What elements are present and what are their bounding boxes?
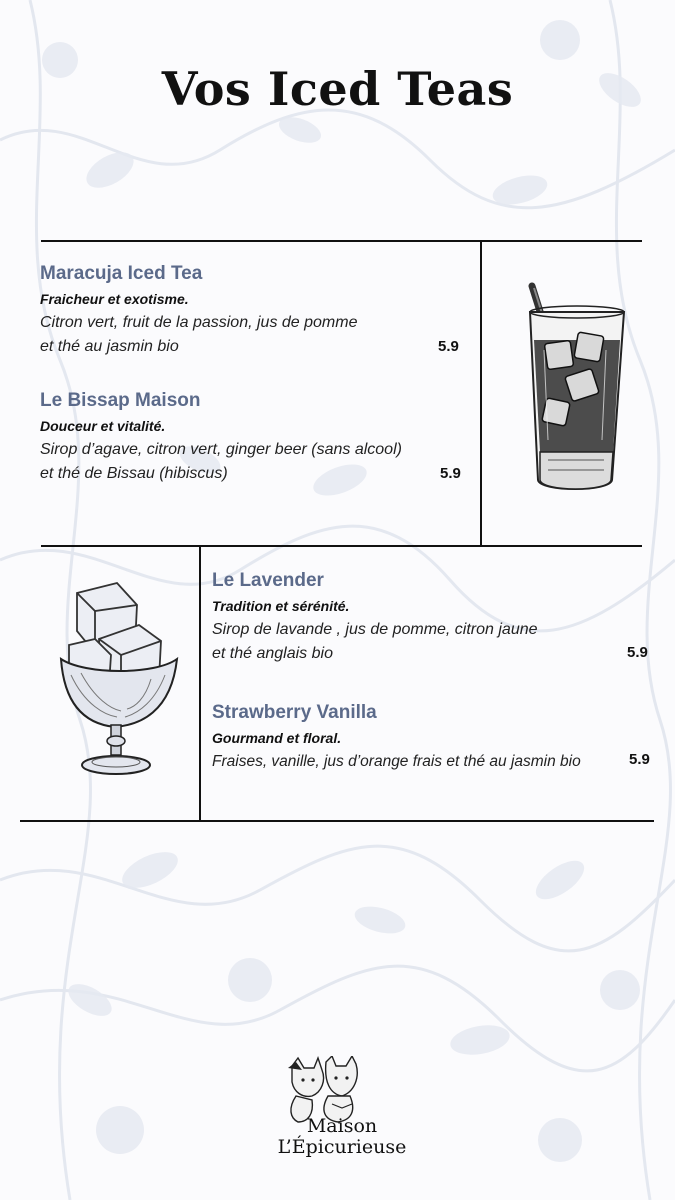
page-title: Vos Iced Teas xyxy=(161,62,514,116)
item-description-line: Fraises, vanille, jus d’orange frais et thé au jasmin bio xyxy=(212,753,581,770)
item-description-line: et thé anglais bio xyxy=(212,645,333,662)
menu-item-bissap xyxy=(40,390,402,486)
item-price: 5.9 xyxy=(627,644,648,661)
item-tagline: Fraicheur et exotisme. xyxy=(40,291,189,307)
item-name: Le Lavender xyxy=(212,570,324,591)
brand-line-1: Maison xyxy=(306,1115,378,1137)
menu-item-lavender xyxy=(212,570,538,666)
divider-vertical-left xyxy=(199,545,201,821)
item-description-line: Sirop d’agave, citron vert, ginger beer (sans alcool) xyxy=(40,441,402,458)
item-price: 5.9 xyxy=(629,751,650,768)
menu-item-maracuja xyxy=(40,263,357,359)
divider-vertical-right xyxy=(480,240,482,546)
item-description-line: et thé de Bissau (hibiscus) xyxy=(40,465,228,482)
ice-cube-coupe-icon xyxy=(55,575,185,785)
item-price: 5.9 xyxy=(438,338,459,355)
item-tagline: Douceur et vitalité. xyxy=(40,418,166,434)
item-name: Strawberry Vanilla xyxy=(212,702,377,723)
divider-bottom xyxy=(20,820,654,822)
divider-middle xyxy=(41,545,642,547)
item-name: Maracuja Iced Tea xyxy=(40,263,203,284)
item-description-line: et thé au jasmin bio xyxy=(40,338,179,355)
item-description-line: Citron vert, fruit de la passion, jus de pomme xyxy=(40,314,358,331)
menu-item-strawberry-vanilla xyxy=(212,702,581,774)
brand-name xyxy=(262,1116,422,1158)
brand-line-2: L’Épicurieuse xyxy=(277,1136,407,1158)
iced-tea-glass-icon xyxy=(520,280,630,505)
item-tagline: Tradition et sérénité. xyxy=(212,598,350,614)
divider-top xyxy=(41,240,642,242)
item-name: Le Bissap Maison xyxy=(40,390,201,411)
item-price: 5.9 xyxy=(440,465,461,482)
item-tagline: Gourmand et floral. xyxy=(212,730,342,746)
item-description-line: Sirop de lavande , jus de pomme, citron jaune xyxy=(212,621,538,638)
